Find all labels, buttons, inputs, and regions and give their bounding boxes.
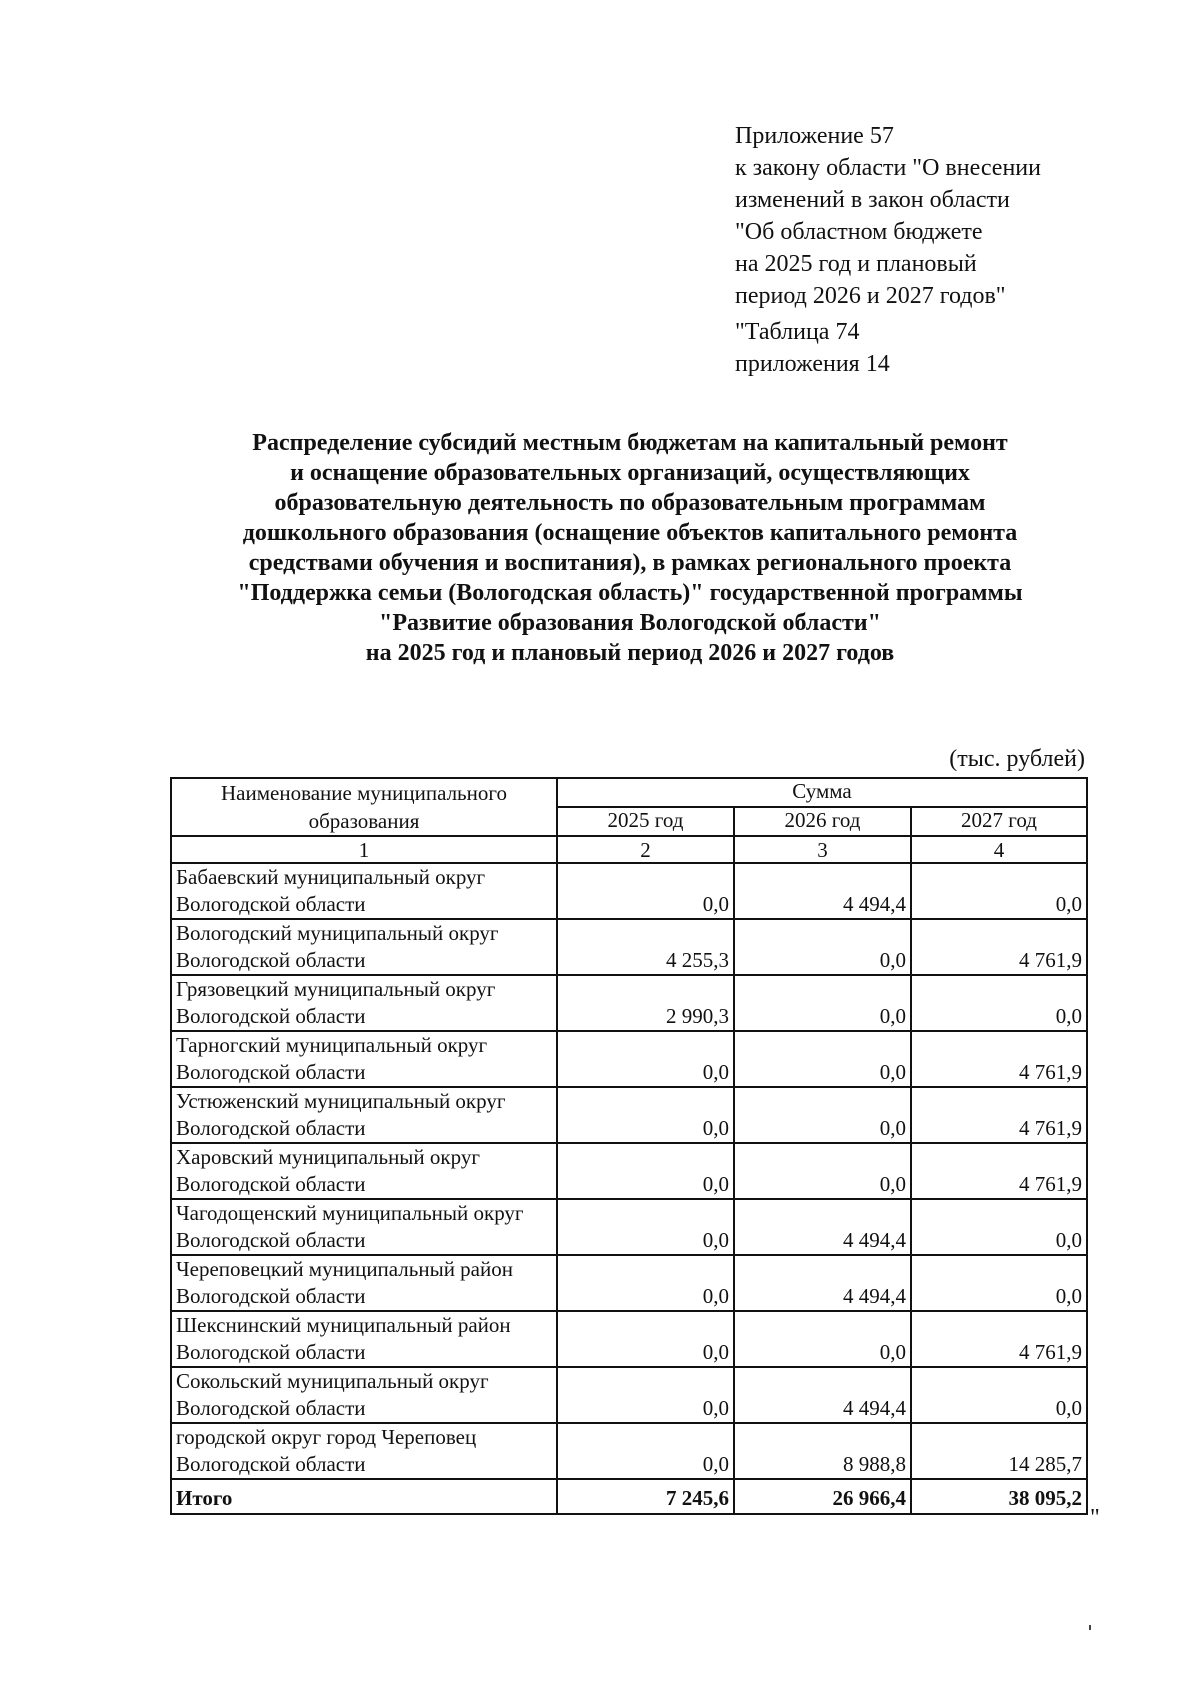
- value-2025: 0,0: [557, 1255, 734, 1311]
- value-2026: 0,0: [734, 1143, 911, 1199]
- title-line: "Развитие образования Вологодской области": [379, 610, 881, 636]
- appendix-line: "Таблица 74: [735, 319, 860, 345]
- municipality-name-line1: Бабаевский муниципальный округ: [176, 865, 486, 889]
- table-row: [171, 863, 1087, 919]
- header-sum: Сумма: [557, 778, 1087, 807]
- municipality-name: [171, 919, 557, 975]
- total-2027: 38 095,2: [911, 1479, 1087, 1514]
- header-municipality: [171, 778, 557, 836]
- total-label: Итого: [171, 1479, 557, 1514]
- value-2026: 0,0: [734, 1087, 911, 1143]
- value-2027: 4 761,9: [911, 919, 1087, 975]
- municipality-name: [171, 1423, 557, 1479]
- subsidy-table: [170, 777, 1088, 1515]
- value-2027: 0,0: [911, 1367, 1087, 1423]
- total-2025: 7 245,6: [557, 1479, 734, 1514]
- title-line: на 2025 год и плановый период 2026 и 2027 годов: [365, 640, 895, 666]
- table-row: [171, 1367, 1087, 1423]
- municipality-name-line2: Вологодской области: [176, 1116, 366, 1140]
- appendix-line: на 2025 год и плановый: [735, 251, 977, 277]
- municipality-name-line2: Вологодской области: [176, 1004, 366, 1028]
- title-line: средствами обучения и воспитания), в рамках регионального проекта: [248, 550, 1012, 576]
- value-2025: 4 255,3: [557, 919, 734, 975]
- appendix-reference: [735, 120, 1155, 380]
- municipality-name-line1: Грязовецкий муниципальный округ: [176, 977, 496, 1001]
- value-2026: 4 494,4: [734, 863, 911, 919]
- value-2027: 0,0: [911, 863, 1087, 919]
- table-row: [171, 1423, 1087, 1479]
- table-row: [171, 1087, 1087, 1143]
- document-title: [150, 428, 1110, 668]
- value-2027: 4 761,9: [911, 1087, 1087, 1143]
- value-2025: 2 990,3: [557, 975, 734, 1031]
- value-2025: 0,0: [557, 1087, 734, 1143]
- municipality-name-line1: Череповецкий муниципальный район: [176, 1257, 513, 1281]
- municipality-name-line2: Вологодской области: [176, 892, 366, 916]
- column-number: 1: [171, 836, 557, 863]
- title-line: дошкольного образования (оснащение объектов капитального ремонта: [242, 520, 1018, 546]
- title-line: Распределение субсидий местным бюджетам на капитальный ремонт: [252, 430, 1008, 456]
- value-2025: 0,0: [557, 1423, 734, 1479]
- value-2027: 0,0: [911, 975, 1087, 1031]
- value-2026: 0,0: [734, 1311, 911, 1367]
- appendix-line: период 2026 и 2027 годов": [735, 283, 1006, 309]
- value-2027: 4 761,9: [911, 1031, 1087, 1087]
- title-line: "Поддержка семьи (Вологодская область)" государственной программы: [237, 580, 1023, 606]
- municipality-name-line1: Харовский муниципальный округ: [176, 1145, 480, 1169]
- value-2026: 0,0: [734, 919, 911, 975]
- municipality-name-line2: Вологодской области: [176, 1228, 366, 1252]
- municipality-name: [171, 1087, 557, 1143]
- value-2025: 0,0: [557, 1031, 734, 1087]
- value-2025: 0,0: [557, 1143, 734, 1199]
- municipality-name: [171, 1255, 557, 1311]
- municipality-name-line1: Тарногский муниципальный округ: [176, 1033, 488, 1057]
- column-number: 4: [911, 836, 1087, 863]
- value-2027: 14 285,7: [911, 1423, 1087, 1479]
- municipality-name-line2: Вологодской области: [176, 1340, 366, 1364]
- scan-mark: [1089, 1625, 1091, 1630]
- total-row: [171, 1479, 1087, 1514]
- value-2025: 0,0: [557, 1311, 734, 1367]
- municipality-name-line2: Вологодской области: [176, 1396, 366, 1420]
- value-2027: 0,0: [911, 1255, 1087, 1311]
- appendix-line: "Об областном бюджете: [735, 219, 983, 245]
- municipality-name: [171, 863, 557, 919]
- municipality-name-line1: Устюженский муниципальный округ: [176, 1089, 506, 1113]
- value-2027: 0,0: [911, 1199, 1087, 1255]
- value-2026: 0,0: [734, 1031, 911, 1087]
- appendix-line: приложения 14: [735, 351, 890, 377]
- total-2026: 26 966,4: [734, 1479, 911, 1514]
- municipality-name-line2: Вологодской области: [176, 948, 366, 972]
- header-municipality-line1: Наименование муниципального: [221, 781, 507, 805]
- municipality-name-line2: Вологодской области: [176, 1284, 366, 1308]
- title-line: и оснащение образовательных организаций, осуществляющих: [290, 460, 970, 486]
- header-year-2026: 2026 год: [734, 807, 911, 836]
- table-row: [171, 1255, 1087, 1311]
- value-2026: 8 988,8: [734, 1423, 911, 1479]
- table-row: [171, 975, 1087, 1031]
- municipality-name-line2: Вологодской области: [176, 1060, 366, 1084]
- municipality-name-line1: Сокольский муниципальный округ: [176, 1369, 489, 1393]
- appendix-line: к закону области "О внесении: [735, 155, 1041, 181]
- municipality-name-line1: Чагодощенский муниципальный округ: [176, 1201, 524, 1225]
- units-label: (тыс. рублей): [949, 746, 1085, 772]
- municipality-name: [171, 1031, 557, 1087]
- value-2027: 4 761,9: [911, 1143, 1087, 1199]
- closing-quote: ": [1090, 1505, 1100, 1531]
- header-year-2027: 2027 год: [911, 807, 1087, 836]
- header-municipality-line2: образования: [308, 809, 420, 833]
- header-year-2025: 2025 год: [557, 807, 734, 836]
- value-2026: 4 494,4: [734, 1255, 911, 1311]
- value-2026: 4 494,4: [734, 1367, 911, 1423]
- municipality-name: [171, 1311, 557, 1367]
- value-2025: 0,0: [557, 863, 734, 919]
- table-row: [171, 1143, 1087, 1199]
- column-number: 3: [734, 836, 911, 863]
- value-2026: 0,0: [734, 975, 911, 1031]
- value-2026: 4 494,4: [734, 1199, 911, 1255]
- municipality-name-line2: Вологодской области: [176, 1172, 366, 1196]
- municipality-name: [171, 1199, 557, 1255]
- value-2025: 0,0: [557, 1367, 734, 1423]
- title-line: образовательную деятельность по образовательным программам: [274, 490, 986, 516]
- municipality-name: [171, 1143, 557, 1199]
- municipality-name: [171, 975, 557, 1031]
- appendix-line: изменений в закон области: [735, 187, 1010, 213]
- table-row: [171, 1031, 1087, 1087]
- municipality-name-line1: Вологодский муниципальный округ: [176, 921, 499, 945]
- value-2027: 4 761,9: [911, 1311, 1087, 1367]
- municipality-name-line1: Шекснинский муниципальный район: [176, 1313, 511, 1337]
- value-2025: 0,0: [557, 1199, 734, 1255]
- municipality-name: [171, 1367, 557, 1423]
- table-row: [171, 1311, 1087, 1367]
- table-row: [171, 919, 1087, 975]
- column-number: 2: [557, 836, 734, 863]
- appendix-line: Приложение 57: [735, 123, 894, 149]
- municipality-name-line1: городской округ город Череповец: [176, 1425, 477, 1449]
- table-row: [171, 1199, 1087, 1255]
- municipality-name-line2: Вологодской области: [176, 1452, 366, 1476]
